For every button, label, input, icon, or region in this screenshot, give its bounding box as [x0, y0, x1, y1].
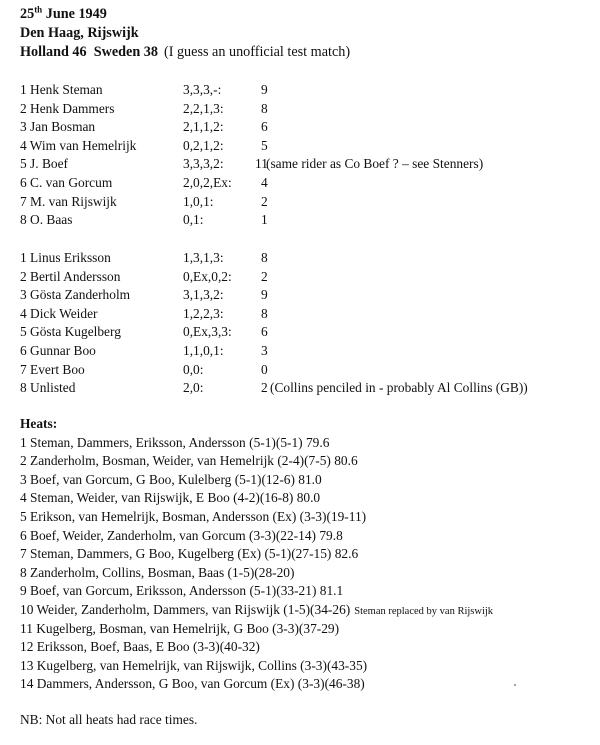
rider-total: 2 — [261, 268, 268, 284]
heat-text: 10 Weider, Zanderholm, Dammers, van Rijswijk (1-5)(34-26) — [20, 601, 351, 617]
rider-total: 8 — [261, 305, 268, 321]
rider-name: 8 Unlisted — [20, 380, 76, 396]
heats-list — [20, 434, 595, 694]
heat-row — [20, 657, 595, 676]
heat-text: 13 Kugelberg, van Hemelrijk, van Rijswijk, Collins (3-3)(43-35) — [20, 657, 368, 673]
rider-heat-scores: 2,0,2,Ex: — [183, 174, 232, 190]
rider-total: 0 — [261, 361, 268, 377]
heat-text: 3 Boef, van Gorcum, G Boo, Kulelberg (5-1)(12-6) 81.0 — [20, 471, 322, 487]
rider-heat-scores: 0,Ex,0,2: — [183, 268, 232, 284]
heat-text: 9 Boef, van Gorcum, Eriksson, Andersson (5-1)(33-21) 81.1 — [20, 583, 344, 599]
result-note: (I guess an unofficial test match) — [163, 44, 351, 60]
heat-text: 7 Steman, Dammers, G Boo, Kugelberg (Ex) (5-1)(27-15) 82.6 — [20, 546, 359, 562]
rider-total: 3 — [261, 342, 268, 358]
heat-text: 2 Zanderholm, Bosman, Weider, van Hemelrijk (2-4)(7-5) 80.6 — [20, 453, 358, 469]
heat-row — [20, 545, 595, 564]
rider-name: 6 Gunnar Boo — [20, 342, 96, 358]
rider-total: 9 — [261, 287, 268, 303]
rider-heat-scores: 1,0,1: — [183, 193, 214, 209]
rider-name: 5 J. Boef — [20, 156, 68, 172]
rider-row — [20, 155, 595, 174]
rider-heat-scores: 0,0: — [183, 361, 204, 377]
rider-row — [20, 118, 595, 137]
rider-heat-scores: 3,1,3,2: — [183, 287, 224, 303]
rider-heat-scores: 0,2,1,2: — [183, 137, 224, 153]
rider-total: 4 — [261, 174, 268, 190]
rider-heat-scores: 1,2,2,3: — [183, 305, 224, 321]
rider-name: 1 Linus Eriksson — [20, 250, 111, 265]
heat-row — [20, 675, 595, 694]
rider-name: 4 Wim van Hemelrijk — [20, 137, 137, 153]
result-score: Holland 46 Sweden 38 — [20, 44, 158, 60]
rider-heat-scores: 3,3,3,2: — [183, 156, 224, 172]
document-header — [20, 5, 350, 62]
heat-row — [20, 582, 595, 601]
rider-row — [20, 342, 595, 361]
rider-name: 8 O. Baas — [20, 212, 73, 228]
heat-row — [20, 620, 595, 639]
rider-total: 6 — [261, 119, 268, 135]
heats-section — [20, 415, 595, 694]
date-day: 25 — [20, 6, 35, 22]
meeting-result — [20, 43, 350, 62]
heat-text: 5 Erikson, van Hemelrijk, Bosman, Andersson (Ex) (3-3)(19-11) — [20, 508, 367, 524]
heat-row — [20, 638, 595, 657]
sweden-riders-list — [20, 249, 595, 398]
heats-title: Heats: — [20, 416, 58, 431]
heat-row — [20, 601, 595, 620]
heat-text: 14 Dammers, Andersson, G Boo, van Gorcum (Ex) (3-3)(46-38) — [20, 676, 365, 692]
rider-row — [20, 305, 595, 324]
rider-heat-scores: 0,1: — [183, 212, 204, 228]
rider-name: 3 Gösta Zanderholm — [20, 287, 131, 303]
rider-comment: (same rider as Co Boef ? – see Stenners) — [266, 156, 484, 172]
heat-row — [20, 564, 595, 583]
heat-row — [20, 471, 595, 490]
heat-row — [20, 489, 595, 508]
rider-name: 4 Dick Weider — [20, 305, 98, 321]
scan-speck — [514, 684, 516, 686]
rider-total: 6 — [261, 324, 268, 340]
date-month-year: June 1949 — [42, 6, 107, 22]
rider-row — [20, 137, 595, 156]
rider-row — [20, 174, 595, 193]
rider-row — [20, 323, 595, 342]
rider-row — [20, 211, 595, 230]
rider-heat-scores: 1,3,1,3: — [183, 250, 224, 265]
rider-name: 6 C. van Gorcum — [20, 174, 113, 190]
rider-total: 2 — [261, 380, 268, 396]
rider-row — [20, 81, 595, 100]
heat-text: 8 Zanderholm, Collins, Bosman, Baas (1-5)(28-20) — [20, 564, 295, 580]
rider-heat-scores: 1,1,0,1: — [183, 342, 224, 358]
meeting-venue: Den Haag, Rijswijk — [20, 25, 139, 41]
rider-name: 5 Gösta Kugelberg — [20, 324, 121, 340]
heat-row — [20, 434, 595, 453]
footnote: NB: Not all heats had race times. — [20, 712, 198, 727]
rider-heat-scores: 0,Ex,3,3: — [183, 324, 232, 340]
rider-heat-scores: 2,1,1,2: — [183, 119, 224, 135]
heat-row — [20, 508, 595, 527]
rider-name: 2 Henk Dammers — [20, 100, 115, 116]
rider-heat-scores: 2,2,1,3: — [183, 100, 224, 116]
rider-total: 5 — [261, 137, 268, 153]
rider-total: 9 — [261, 82, 268, 97]
rider-row — [20, 361, 595, 380]
rider-total: 11 — [255, 156, 268, 172]
heat-text: 11 Kugelberg, Bosman, van Hemelrijk, G Boo (3-3)(37-29) — [20, 620, 340, 636]
rider-name: 7 Evert Boo — [20, 361, 85, 377]
rider-total: 2 — [261, 193, 268, 209]
rider-name: 7 M. van Rijswijk — [20, 193, 117, 209]
heat-note: Steman replaced by van Rijswijk — [354, 605, 494, 617]
rider-name: 2 Bertil Andersson — [20, 268, 121, 284]
heat-text: 12 Eriksson, Boef, Baas, E Boo (3-3)(40-32) — [20, 639, 260, 655]
heat-text: 4 Steman, Weider, van Rijswijk, E Boo (4-2)(16-8) 80.0 — [20, 490, 321, 506]
rider-heat-scores: 2,0: — [183, 380, 204, 396]
heat-row — [20, 527, 595, 546]
rider-total: 8 — [261, 100, 268, 116]
rider-total: 1 — [261, 212, 268, 228]
rider-row — [20, 268, 595, 287]
heat-text: 6 Boef, Weider, Zanderholm, van Gorcum (3-3)(22-14) 79.8 — [20, 527, 343, 543]
rider-row — [20, 100, 595, 119]
rider-row — [20, 249, 595, 268]
rider-comment: (Collins penciled in - probably Al Collins (GB)) — [270, 380, 528, 396]
rider-total: 8 — [261, 250, 268, 265]
meeting-date — [20, 5, 350, 24]
heat-text: 1 Steman, Dammers, Eriksson, Andersson (5-1)(5-1) 79.6 — [20, 434, 330, 450]
rider-row — [20, 379, 595, 398]
rider-heat-scores: 3,3,3,-: — [183, 82, 222, 97]
holland-riders-list — [20, 81, 595, 230]
rider-name: 3 Jan Bosman — [20, 119, 96, 135]
rider-row — [20, 286, 595, 305]
date-suffix: th — [34, 4, 43, 15]
rider-row — [20, 193, 595, 212]
heat-row — [20, 452, 595, 471]
rider-name: 1 Henk Steman — [20, 82, 103, 97]
